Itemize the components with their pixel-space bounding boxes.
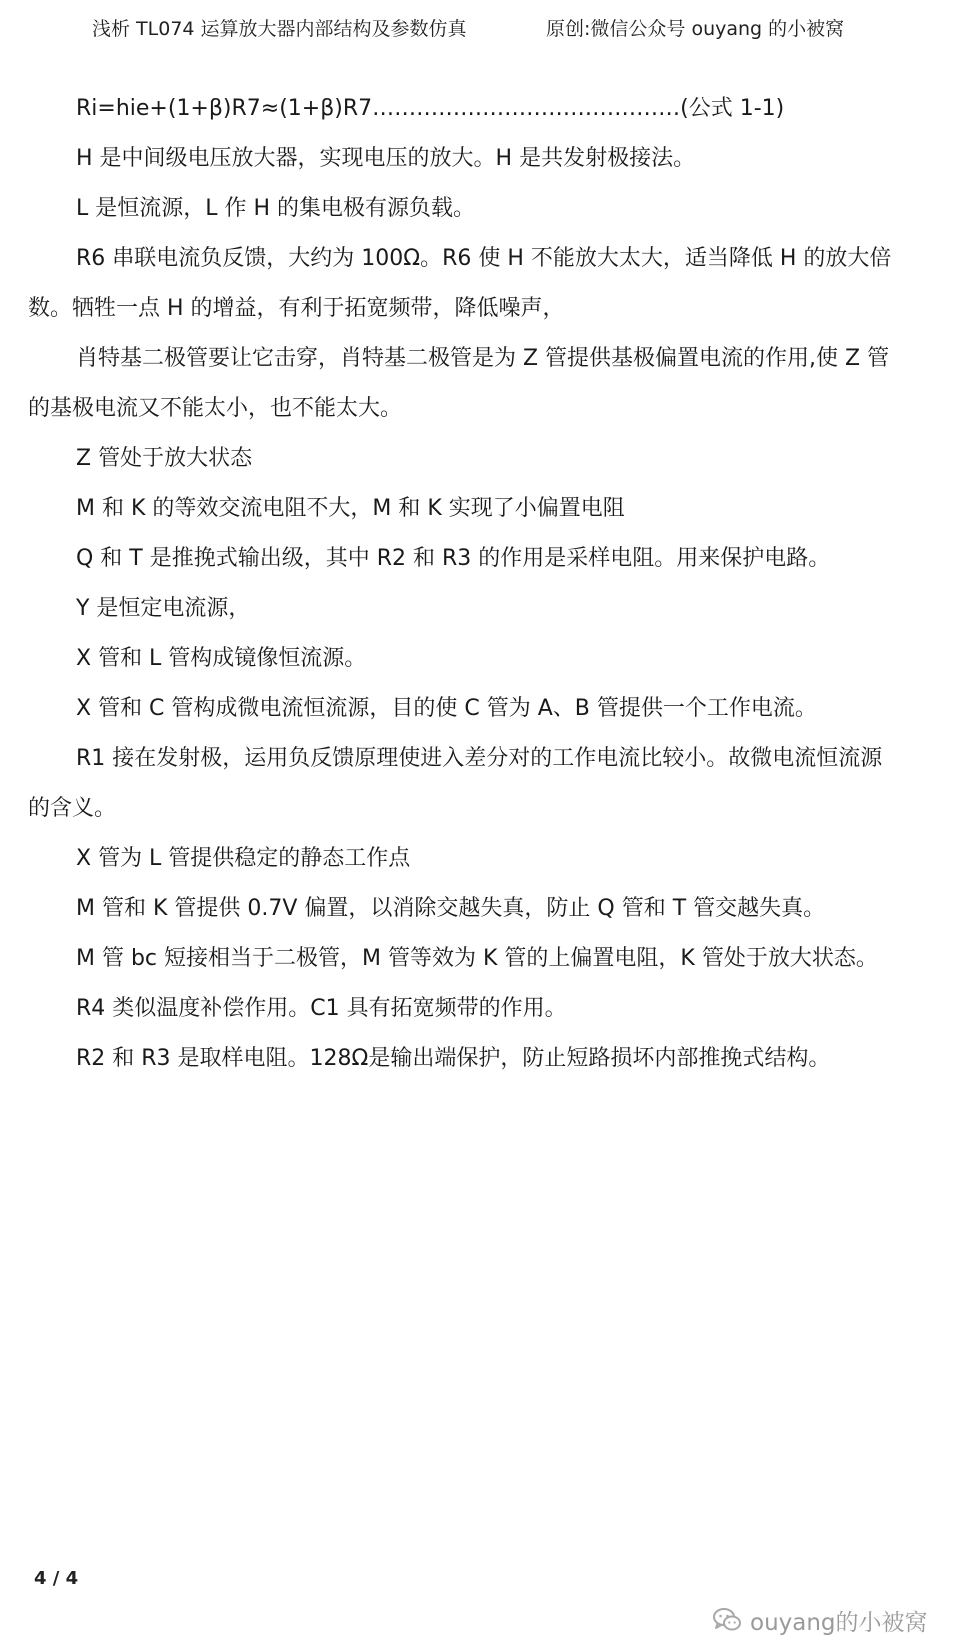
paragraph: H 是中间级电压放大器，实现电压的放大。H 是共发射极接法。 bbox=[76, 146, 696, 171]
page-number: 4 / 4 bbox=[34, 1568, 79, 1589]
paragraph: L 是恒流源，L 作 H 的集电极有源负载。 bbox=[76, 196, 476, 221]
paragraph-formula: Ri=hie+(1+β)R7≈(1+β)R7……………………………………(公式 1-1) bbox=[76, 96, 785, 121]
paragraph: 肖特基二极管要让它击穿，肖特基二极管是为 Z 管提供基极偏置电流的作用,使 Z 管的基极电流又不能太小，也不能太大。 bbox=[28, 346, 890, 421]
paragraph: X 管为 L 管提供稳定的静态工作点 bbox=[76, 846, 411, 871]
paragraph: Y 是恒定电流源， bbox=[76, 596, 251, 621]
document-title: 浅析 TL074 运算放大器内部结构及参数仿真 bbox=[92, 18, 467, 40]
paragraph: R6 串联电流负反馈，大约为 100Ω。R6 使 H 不能放大太大，适当降低 H 的放大倍数。牺牲一点 H 的增益，有利于拓宽频带，降低噪声， bbox=[28, 246, 892, 321]
paragraph: X 管和 C 管构成微电流恒流源，目的使 C 管为 A、B 管提供一个工作电流。 bbox=[76, 696, 817, 721]
watermark bbox=[712, 1605, 928, 1635]
paragraph: M 管 bc 短接相当于二极管，M 管等效为 K 管的上偏置电阻，K 管处于放大状态。 bbox=[76, 946, 878, 971]
page-header bbox=[0, 14, 954, 44]
paragraph: Z 管处于放大状态 bbox=[76, 446, 253, 471]
paragraph: R2 和 R3 是取样电阻。128Ω是输出端保护，防止短路损坏内部推挽式结构。 bbox=[76, 1046, 831, 1071]
wechat-icon bbox=[712, 1607, 742, 1633]
watermark-text: ouyang的小被窝 bbox=[750, 1609, 928, 1636]
paragraph: M 管和 K 管提供 0.7V 偏置，以消除交越失真，防止 Q 管和 T 管交越失真。 bbox=[76, 896, 826, 921]
document-source: 原创:微信公众号 ouyang 的小被窝 bbox=[546, 18, 845, 40]
paragraph: X 管和 L 管构成镜像恒流源。 bbox=[76, 646, 367, 671]
paragraph: R1 接在发射极，运用负反馈原理使进入差分对的工作电流比较小。故微电流恒流源的含义。 bbox=[28, 746, 883, 821]
paragraph: M 和 K 的等效交流电阻不大，M 和 K 实现了小偏置电阻 bbox=[76, 496, 625, 521]
paragraph: Q 和 T 是推挽式输出级，其中 R2 和 R3 的作用是采样电阻。用来保护电路。 bbox=[76, 546, 831, 571]
document-body bbox=[28, 84, 900, 1084]
paragraph: R4 类似温度补偿作用。C1 具有拓宽频带的作用。 bbox=[76, 996, 567, 1021]
